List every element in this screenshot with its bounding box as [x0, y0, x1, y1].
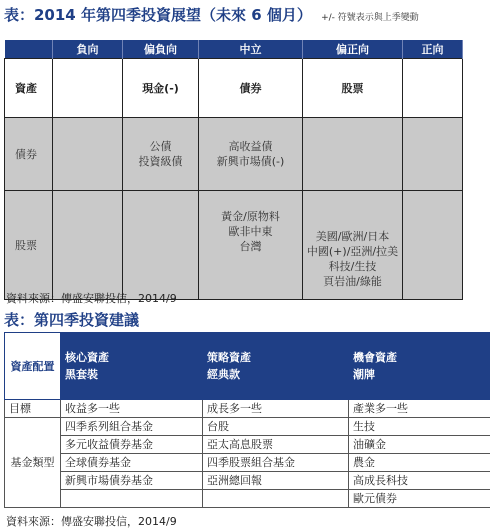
outlook-header-blank — [5, 40, 53, 59]
fund-row — [5, 454, 490, 472]
outlook-bonds-row — [5, 118, 463, 191]
cell — [53, 59, 123, 118]
header-asset-config: 資產配置 — [5, 333, 61, 400]
fund-strategy: 台股 — [203, 418, 349, 436]
header-opportunity-label: 機會資產 — [353, 349, 488, 366]
cell-bonds-neutral: 高收益債 新興市場債(-) — [199, 118, 303, 191]
row-label-bonds: 債券 — [5, 118, 53, 191]
fund-core: 四季系列組合基金 — [61, 418, 203, 436]
outlook-title-text: 表：2014 年第四季投資展望（未來 6 個月） — [4, 6, 312, 24]
header-strategy-label: 策略資產 — [207, 349, 344, 366]
cell-stocks-slightly-positive: 美國/歐洲/日本 中國(+)/亞洲/拉美 科技/生技 頁岩油/綠能 — [303, 191, 403, 300]
fund-row — [5, 418, 490, 436]
fund-row — [5, 472, 490, 490]
header-opportunity-asset — [349, 333, 490, 400]
outlook-table — [4, 40, 463, 300]
recommendation-source: 資料來源：傳盛安聯投信，2014/9 — [6, 513, 177, 529]
outlook-header-row — [5, 40, 463, 59]
row-label-asset: 資產 — [5, 59, 53, 118]
fund-strategy: 亞洲總回報 — [203, 472, 349, 490]
recommendation-header-row — [5, 333, 490, 400]
fund-core — [61, 490, 203, 508]
header-opportunity-sub: 潮牌 — [353, 366, 488, 383]
recommendation-title: 表：第四季投資建議 — [4, 309, 139, 331]
row-label-stocks: 股票 — [5, 191, 53, 300]
cell — [53, 118, 123, 191]
fund-core: 新興市場債券基金 — [61, 472, 203, 490]
header-strategy-sub: 經典款 — [207, 366, 344, 383]
fund-opportunity: 高成長科技 — [349, 472, 490, 490]
cell — [403, 59, 463, 118]
goal-strategy: 成長多一些 — [203, 400, 349, 418]
outlook-source: 資料來源：傳盛安聯投信，2014/9 — [6, 290, 177, 306]
cell — [53, 191, 123, 300]
cell — [403, 118, 463, 191]
recommendation-table — [4, 332, 490, 508]
fund-row — [5, 436, 490, 454]
outlook-title — [4, 4, 488, 26]
header-core-label: 核心資產 — [65, 349, 198, 366]
cell — [403, 191, 463, 300]
cell-bonds-slightly-negative: 公債 投資級債 — [123, 118, 199, 191]
header-core-asset — [61, 333, 203, 400]
fund-row — [5, 490, 490, 508]
outlook-header-neutral: 中立 — [199, 40, 303, 59]
fund-type-label: 基金類型 — [5, 418, 61, 508]
outlook-header-slightly-negative: 偏負向 — [123, 40, 199, 59]
fund-strategy: 亞太高息股票 — [203, 436, 349, 454]
fund-core: 多元收益債券基金 — [61, 436, 203, 454]
cell-cash: 現金(-) — [123, 59, 199, 118]
header-strategy-asset — [203, 333, 349, 400]
outlook-header-negative: 負向 — [53, 40, 123, 59]
cell — [303, 118, 403, 191]
fund-opportunity: 油礦金 — [349, 436, 490, 454]
goal-opportunity: 產業多一些 — [349, 400, 490, 418]
goal-label: 目標 — [5, 400, 61, 418]
fund-opportunity: 歐元債券 — [349, 490, 490, 508]
outlook-change-note: +/- 符號表示與上季變動 — [321, 13, 419, 23]
cell-bonds: 債券 — [199, 59, 303, 118]
header-core-sub: 黑套裝 — [65, 366, 198, 383]
goal-row — [5, 400, 490, 418]
fund-opportunity: 生技 — [349, 418, 490, 436]
fund-strategy: 四季股票組合基金 — [203, 454, 349, 472]
outlook-asset-row — [5, 59, 463, 118]
cell-stocks: 股票 — [303, 59, 403, 118]
fund-strategy — [203, 490, 349, 508]
outlook-header-slightly-positive: 偏正向 — [303, 40, 403, 59]
fund-core: 全球債券基金 — [61, 454, 203, 472]
outlook-stocks-row — [5, 191, 463, 300]
outlook-header-positive: 正向 — [403, 40, 463, 59]
fund-opportunity: 農金 — [349, 454, 490, 472]
cell-stocks-neutral: 黃金/原物料 歐非中東 台灣 — [199, 191, 303, 300]
goal-core: 收益多一些 — [61, 400, 203, 418]
cell — [123, 191, 199, 300]
